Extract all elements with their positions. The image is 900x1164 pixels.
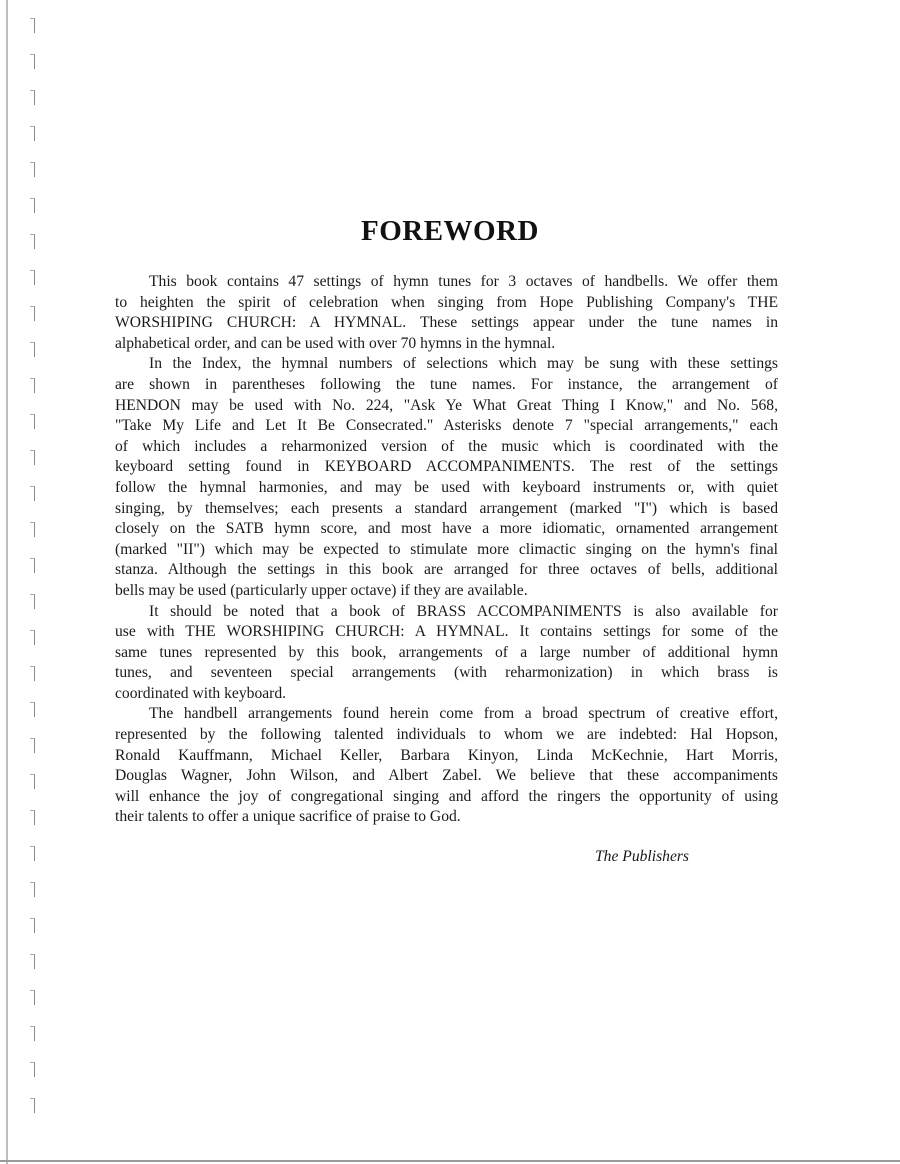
binding-mark	[30, 1062, 35, 1077]
binding-mark	[30, 954, 35, 969]
text-line: tunes, and seventeen special arrangements (with reharmonization) in which brass is	[115, 664, 778, 682]
binding-mark	[30, 270, 35, 285]
binding-mark	[30, 1098, 35, 1113]
paragraph	[115, 602, 778, 705]
paragraph	[115, 354, 778, 601]
binding-hole-marks	[26, 18, 40, 1138]
text-line: will enhance the joy of congregational singing and afford the ringers the opportunity of using	[115, 787, 778, 805]
text-line: stanza. Although the settings in this book are arranged for three octaves of bells, additional	[115, 561, 778, 579]
binding-mark	[30, 450, 35, 465]
binding-mark	[30, 558, 35, 573]
text-line: This book contains 47 settings of hymn tunes for 3 octaves of handbells. We offer them	[149, 273, 778, 290]
text-line: HENDON may be used with No. 224, "Ask Ye What Great Thing I Know," and No. 568,	[115, 396, 778, 414]
binding-mark	[30, 990, 35, 1005]
binding-mark	[30, 18, 35, 33]
binding-mark	[30, 342, 35, 357]
text-line: their talents to offer a unique sacrifice of praise to God.	[115, 808, 461, 826]
binding-mark	[30, 522, 35, 537]
page-title: FOREWORD	[361, 215, 539, 247]
binding-mark	[30, 414, 35, 429]
binding-mark	[30, 810, 35, 825]
page-left-edge	[6, 0, 8, 1164]
foreword-body	[115, 272, 778, 828]
text-line: are shown in parentheses following the tune names. For instance, the arrangement of	[115, 375, 778, 393]
binding-mark	[30, 54, 35, 69]
binding-mark	[30, 702, 35, 717]
text-line: bells may be used (particularly upper octave) if they are available.	[115, 581, 528, 599]
paragraph	[115, 272, 778, 354]
text-line: to heighten the spirit of celebration when singing from Hope Publishing Company's THE	[115, 293, 778, 311]
binding-mark	[30, 486, 35, 501]
binding-mark	[30, 90, 35, 105]
text-line: alphabetical order, and can be used with over 70 hymns in the hymnal.	[115, 334, 556, 352]
text-line: represented by the following talented individuals to whom we are indebted: Hal Hopson,	[115, 726, 778, 744]
binding-mark	[30, 1026, 35, 1041]
signature: The Publishers	[595, 848, 689, 865]
text-line: closely on the SATB hymn score, and most have a more idiomatic, ornamented arrangement	[115, 520, 778, 538]
text-line: "Take My Life and Let It Be Consecrated." Asterisks denote 7 "special arrangements," each	[115, 417, 778, 435]
text-line: same tunes represented by this book, arrangements of a large number of additional hymn	[115, 643, 778, 661]
text-line: of which includes a reharmonized version of the music which is coordinated with the	[115, 437, 778, 455]
binding-mark	[30, 882, 35, 897]
paragraph	[115, 704, 778, 828]
text-line: It should be noted that a book of BRASS ACCOMPANIMENTS is also available for	[149, 602, 778, 620]
binding-mark	[30, 738, 35, 753]
binding-mark	[30, 846, 35, 861]
binding-mark	[30, 198, 35, 213]
text-line: In the Index, the hymnal numbers of selections which may be sung with these settings	[149, 355, 778, 373]
text-line: Ronald Kauffmann, Michael Keller, Barbara Kinyon, Linda McKechnie, Hart Morris,	[115, 746, 778, 764]
binding-mark	[30, 306, 35, 321]
binding-mark	[30, 666, 35, 681]
text-line: singing, by themselves; each presents a standard arrangement (marked "I") which is based	[115, 499, 778, 517]
text-line: follow the hymnal harmonies, and may be used with keyboard instruments or, with quiet	[115, 478, 778, 496]
text-line: Douglas Wagner, John Wilson, and Albert Zabel. We believe that these accompaniments	[115, 767, 778, 785]
binding-mark	[30, 126, 35, 141]
text-line: (marked "II") which may be expected to stimulate more climactic singing on the hymn's final	[115, 540, 778, 558]
binding-mark	[30, 594, 35, 609]
binding-mark	[30, 378, 35, 393]
text-line: The handbell arrangements found herein come from a broad spectrum of creative effort,	[149, 705, 778, 723]
binding-mark	[30, 918, 35, 933]
text-line: use with THE WORSHIPING CHURCH: A HYMNAL. It contains settings for some of the	[115, 623, 778, 641]
text-line: coordinated with keyboard.	[115, 684, 287, 702]
page-bottom-edge	[0, 1160, 900, 1162]
binding-mark	[30, 774, 35, 789]
text-line: keyboard setting found in KEYBOARD ACCOMPANIMENTS. The rest of the settings	[115, 458, 778, 476]
text-line: WORSHIPING CHURCH: A HYMNAL. These settings appear under the tune names in	[115, 314, 778, 332]
binding-mark	[30, 630, 35, 645]
binding-mark	[30, 162, 35, 177]
